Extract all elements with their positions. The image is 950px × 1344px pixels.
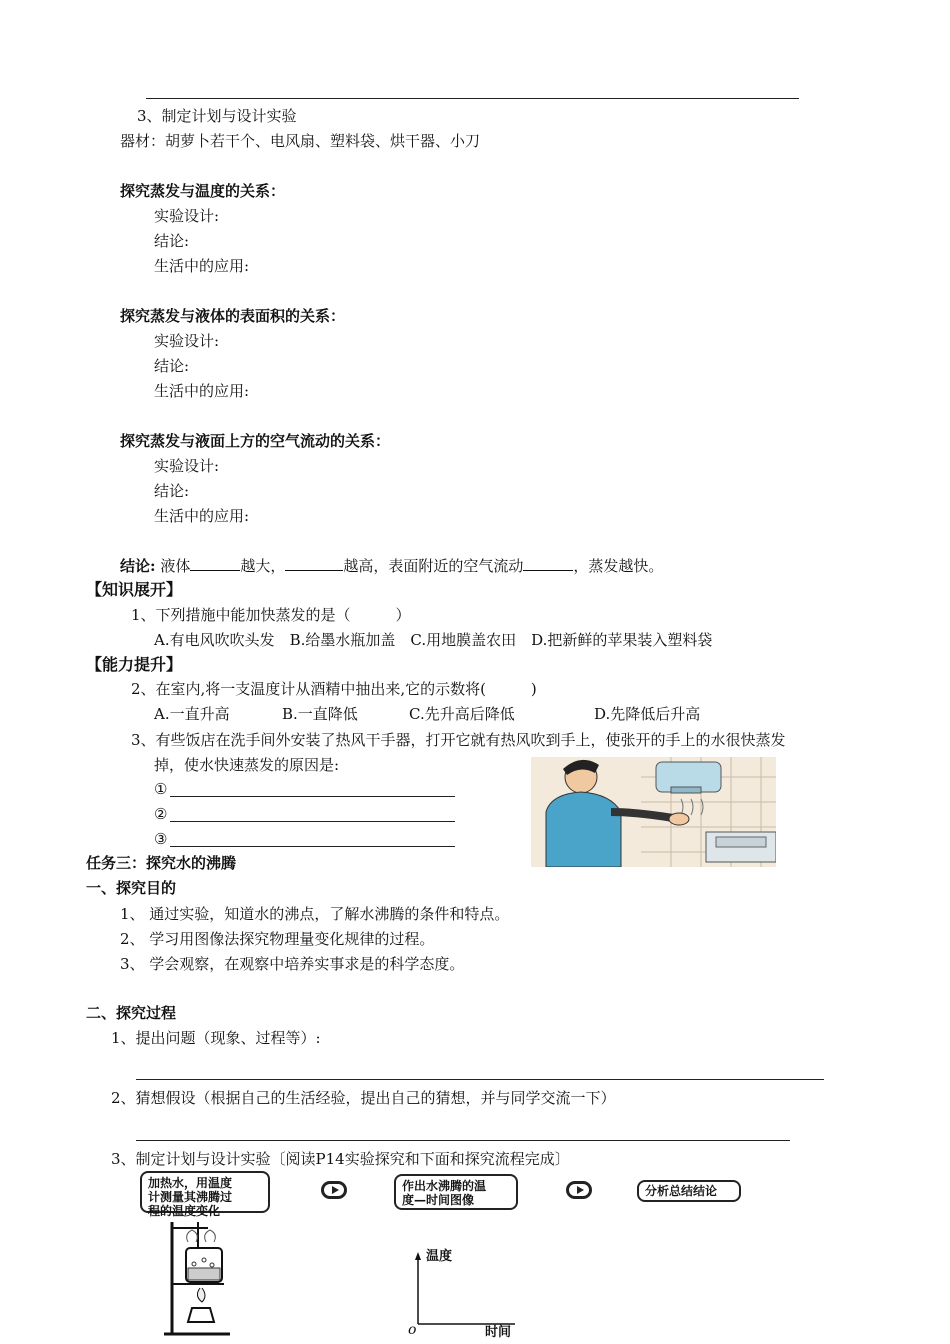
answer-2-line[interactable] (170, 821, 455, 822)
flow-box-conclude: 分析总结结论 (637, 1180, 741, 1202)
ability-title: 【能力提升】 (86, 655, 183, 674)
question-2-option-c: C.先升高后降低 (409, 705, 515, 723)
step-2-answer-line[interactable] (136, 1140, 790, 1141)
group-temperature-conclusion: 结论: (154, 232, 190, 250)
group-area-conclusion: 结论: (154, 357, 190, 375)
question-2: 2、在室内,将一支温度计从酒精中抽出来,它的示数将( ) (131, 680, 537, 698)
process-step-3: 3、制定计划与设计实验〔阅读P14实验探究和下面和探究流程完成〕 (111, 1150, 570, 1168)
flow-box-measure (140, 1171, 270, 1218)
purpose-title: 一、探究目的 (86, 879, 177, 897)
question-2-option-a: A.一直升高 (154, 705, 230, 723)
question-1-options: A.有电风吹吹头发 B.给墨水瓶加盖 C.用地膜盖农田 D.把新鲜的苹果装入塑料袋 (154, 631, 713, 649)
flow-box-measure-line3: 程的温度变化 (148, 1204, 221, 1218)
flow-box-graph (394, 1174, 518, 1210)
flow-box-graph-line1: 作出水沸腾的温 (402, 1179, 487, 1193)
knowledge-title: 【知识展开】 (86, 580, 183, 599)
summary-blank-1[interactable] (190, 555, 240, 571)
flow-box-measure-line2: 计测量其沸腾过 (148, 1190, 233, 1204)
summary-blank-3[interactable] (523, 555, 573, 571)
flow-arrow-right-icon (321, 1181, 347, 1199)
question-2-option-d: D.先降低后升高 (594, 705, 701, 723)
flow-arrow-right-icon (566, 1181, 592, 1199)
flow-box-measure-line1: 加热水，用温度 (148, 1176, 233, 1190)
answer-1-marker: ① (154, 780, 168, 798)
summary-part4: ，蒸发越快。 (573, 557, 664, 575)
purpose-2: 2、 学习用图像法探究物理量变化规律的过程。 (120, 930, 435, 948)
task3-title: 任务三：探究水的沸腾 (86, 854, 237, 872)
process-title: 二、探究过程 (86, 1004, 177, 1022)
hand-dryer-illustration (531, 757, 776, 867)
group-temperature-design: 实验设计: (154, 207, 220, 225)
answer-3-marker: ③ (154, 830, 168, 848)
summary-conclusion (120, 555, 663, 576)
group-temperature-title: 探究蒸发与温度的关系： (120, 182, 286, 200)
summary-blank-2[interactable] (285, 555, 343, 571)
summary-label: 结论: (120, 557, 156, 575)
question-2-option-b: B.一直降低 (282, 705, 358, 723)
origin-label: o (408, 1322, 417, 1338)
answer-1-line[interactable] (170, 796, 455, 797)
y-axis-label: 温度 (426, 1249, 453, 1264)
flow-box-graph-line2: 度—时间图像 (402, 1193, 475, 1207)
question-3-line2: 掉，使水快速蒸发的原因是: (154, 756, 340, 774)
summary-part1: 液体 (160, 557, 191, 575)
group-airflow-design: 实验设计: (154, 457, 220, 475)
question-3-line1: 3、有些饭店在洗手间外安装了热风干手器，打开它就有热风吹到手上，使张开的手上的水很快蒸发 (131, 731, 786, 749)
process-step-2: 2、猜想假设（根据自己的生活经验，提出自己的猜想，并与同学交流一下） (111, 1089, 616, 1107)
group-airflow-title: 探究蒸发与液面上方的空气流动的关系： (120, 432, 391, 450)
group-area-application: 生活中的应用: (154, 382, 250, 400)
plan-heading: 3、制定计划与设计实验 (137, 107, 297, 125)
step-1-answer-line[interactable] (136, 1079, 824, 1080)
purpose-3: 3、 学会观察，在观察中培养实事求是的科学态度。 (120, 955, 465, 973)
question-1: 1、下列措施中能加快蒸发的是（ ） (131, 606, 411, 624)
top-rule (146, 98, 799, 99)
group-area-title: 探究蒸发与液体的表面积的关系： (120, 307, 346, 325)
answer-2-marker: ② (154, 805, 168, 823)
boiling-apparatus-illustration (160, 1218, 235, 1338)
purpose-1: 1、 通过实验，知道水的沸点，了解水沸腾的条件和特点。 (120, 905, 510, 923)
group-temperature-application: 生活中的应用: (154, 257, 250, 275)
x-axis-label: 时间 (485, 1325, 512, 1340)
materials-line: 器材：胡萝卜若干个、电风扇、塑料袋、烘干器、小刀 (120, 132, 481, 150)
summary-part3: 越高，表面附近的空气流动 (343, 557, 524, 575)
answer-3-line[interactable] (170, 846, 455, 847)
summary-part2: 越大， (240, 557, 286, 575)
group-area-design: 实验设计: (154, 332, 220, 350)
group-airflow-application: 生活中的应用: (154, 507, 250, 525)
process-step-1: 1、提出问题（现象、过程等）: (111, 1029, 321, 1047)
group-airflow-conclusion: 结论: (154, 482, 190, 500)
